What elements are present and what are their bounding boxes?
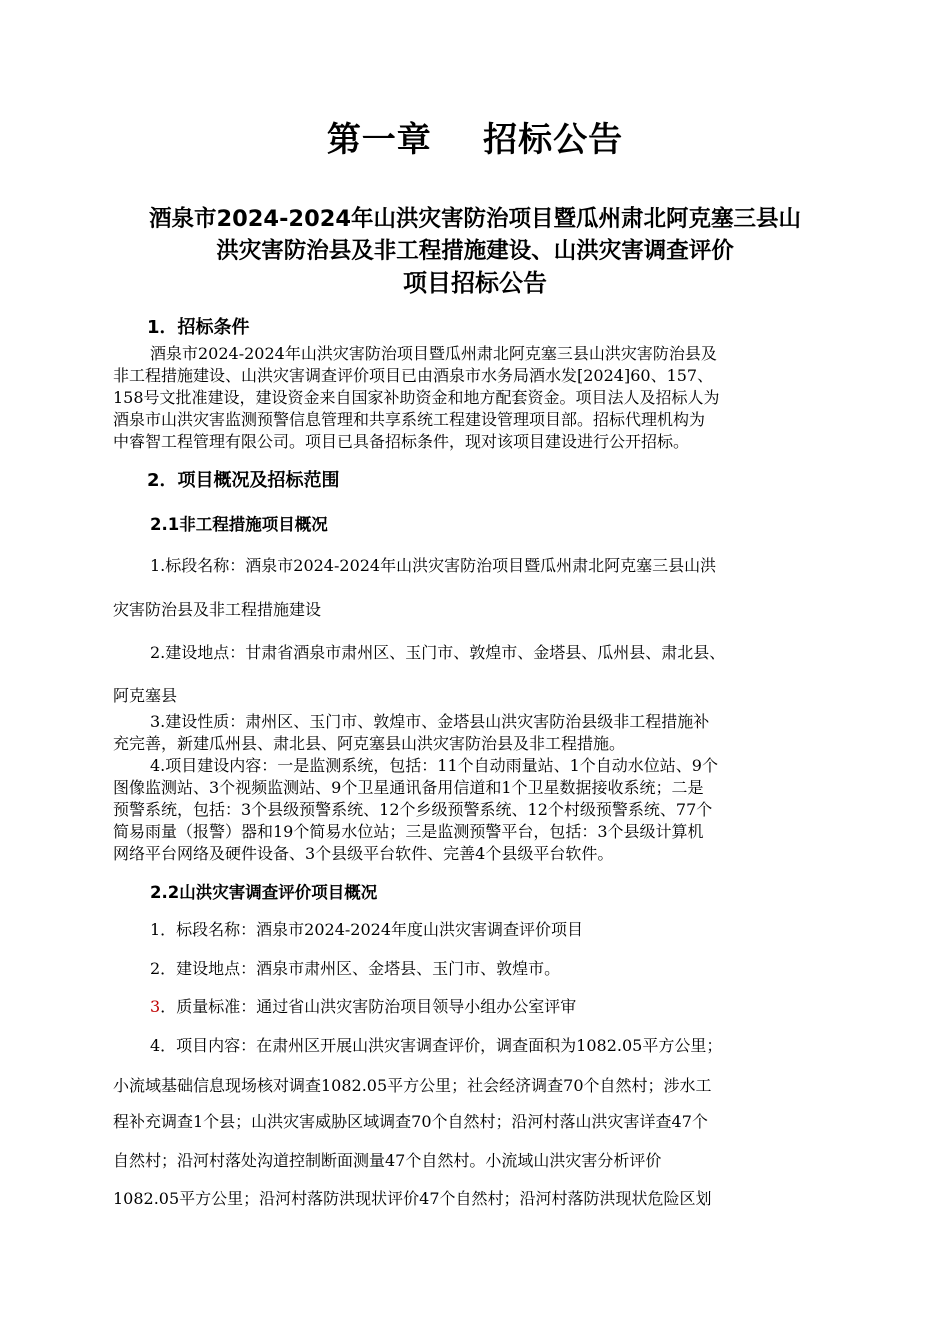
- notice-title-line-1: 酒泉市2024-2024年山洪灾害防治项目暨瓜州肃北阿克塞三县山: [148, 206, 802, 232]
- sub1-item4: [113, 755, 843, 865]
- section-1-heading: 1．招标条件: [147, 317, 250, 338]
- paragraph-line: 酒泉市山洪灾害监测预警信息管理和共享系统工程建设管理项目部。招标代理机构为: [113, 410, 706, 429]
- sub2-item4-line4: 自然村；沿河村落处沟道控制断面测量47个自然村。小流域山洪灾害分析评价: [113, 1151, 662, 1170]
- paragraph-line: 酒泉市2024-2024年山洪灾害防治项目暨瓜州肃北阿克塞三县山洪灾害防治县及: [150, 344, 717, 363]
- subsection-2-2-heading: 2.2山洪灾害调查评价项目概况: [150, 883, 378, 902]
- notice-title-line-2: 洪灾害防治县及非工程措施建设、山洪灾害调查评价: [216, 238, 734, 264]
- paragraph-line: 充完善，新建瓜州县、肃北县、阿克塞县山洪灾害防治县及非工程措施。: [113, 734, 626, 753]
- paragraph-line: 非工程措施建设、山洪灾害调查评价项目已由酒泉市水务局酒水发[2024]60、157、: [113, 366, 714, 385]
- sub1-item1-line2: 灾害防治县及非工程措施建设: [113, 600, 322, 619]
- paragraph-line: 4.项目建设内容：一是监测系统，包括：11个自动雨量站、1个自动水位站、9个: [150, 756, 718, 775]
- item-number: 3: [150, 997, 161, 1016]
- sub2-item4-line5: 1082.05平方公里；沿河村落防洪现状评价47个自然村；沿河村落防洪现状危险区划: [113, 1189, 712, 1208]
- paragraph-line: 预警系统，包括：3个县级预警系统、12个乡级预警系统、12个村级预警系统、77个: [113, 800, 713, 819]
- sub1-item2-line1: 2.建设地点：甘肃省酒泉市肃州区、玉门市、敦煌市、金塔县、瓜州县、肃北县、: [150, 643, 726, 662]
- paragraph-line: 3.建设性质：肃州区、玉门市、敦煌市、金塔县山洪灾害防治县级非工程措施补: [150, 712, 710, 731]
- paragraph-line: 图像监测站、3个视频监测站、9个卫星通讯备用信道和1个卫星数据接收系统；二是: [113, 778, 704, 797]
- section-1-paragraph: [113, 343, 843, 453]
- sub1-item2-line2: 阿克塞县: [113, 686, 178, 705]
- sub2-item4-line1: 4．项目内容：在肃州区开展山洪灾害调查评价，调查面积为1082.05平方公里；: [150, 1036, 723, 1055]
- sub2-item3: [150, 994, 576, 1017]
- subsection-2-1-heading: 2.1非工程措施项目概况: [150, 515, 328, 534]
- sub1-item1-line1: 1.标段名称：酒泉市2024-2024年山洪灾害防治项目暨瓜州肃北阿克塞三县山洪: [150, 556, 717, 575]
- paragraph-line: 158号文批准建设，建设资金来自国家补助资金和地方配套资金。项目法人及招标人为: [113, 388, 720, 407]
- sub2-item1: 1．标段名称：酒泉市2024-2024年度山洪灾害调查评价项目: [150, 920, 584, 939]
- paragraph-line: 网络平台网络及硬件设备、3个县级平台软件、完善4个县级平台软件。: [113, 844, 614, 863]
- notice-title: [80, 203, 870, 299]
- chapter-title: 第一章 招标公告: [326, 120, 624, 160]
- sub2-item2: 2．建设地点：酒泉市肃州区、金塔县、玉门市、敦煌市。: [150, 959, 561, 978]
- sub2-item4-line2: 小流域基础信息现场核对调查1082.05平方公里；社会经济调查70个自然村；涉水工: [113, 1076, 712, 1095]
- sub2-item4-line3: 程补充调查1个县；山洪灾害威胁区域调查70个自然村；沿河村落山洪灾害详查47个: [113, 1112, 708, 1131]
- paragraph-line: 中睿智工程管理有限公司。项目已具备招标条件，现对该项目建设进行公开招标。: [113, 432, 690, 451]
- section-2-heading: 2．项目概况及招标范围: [147, 470, 340, 491]
- item-text: ．质量标准：通过省山洪灾害防治项目领导小组办公室评审: [160, 997, 577, 1016]
- notice-title-line-3: 项目招标公告: [403, 269, 547, 297]
- sub1-item3: [113, 711, 843, 755]
- paragraph-line: 简易雨量（报警）器和19个简易水位站；三是监测预警平台，包括：3个县级计算机: [113, 822, 704, 841]
